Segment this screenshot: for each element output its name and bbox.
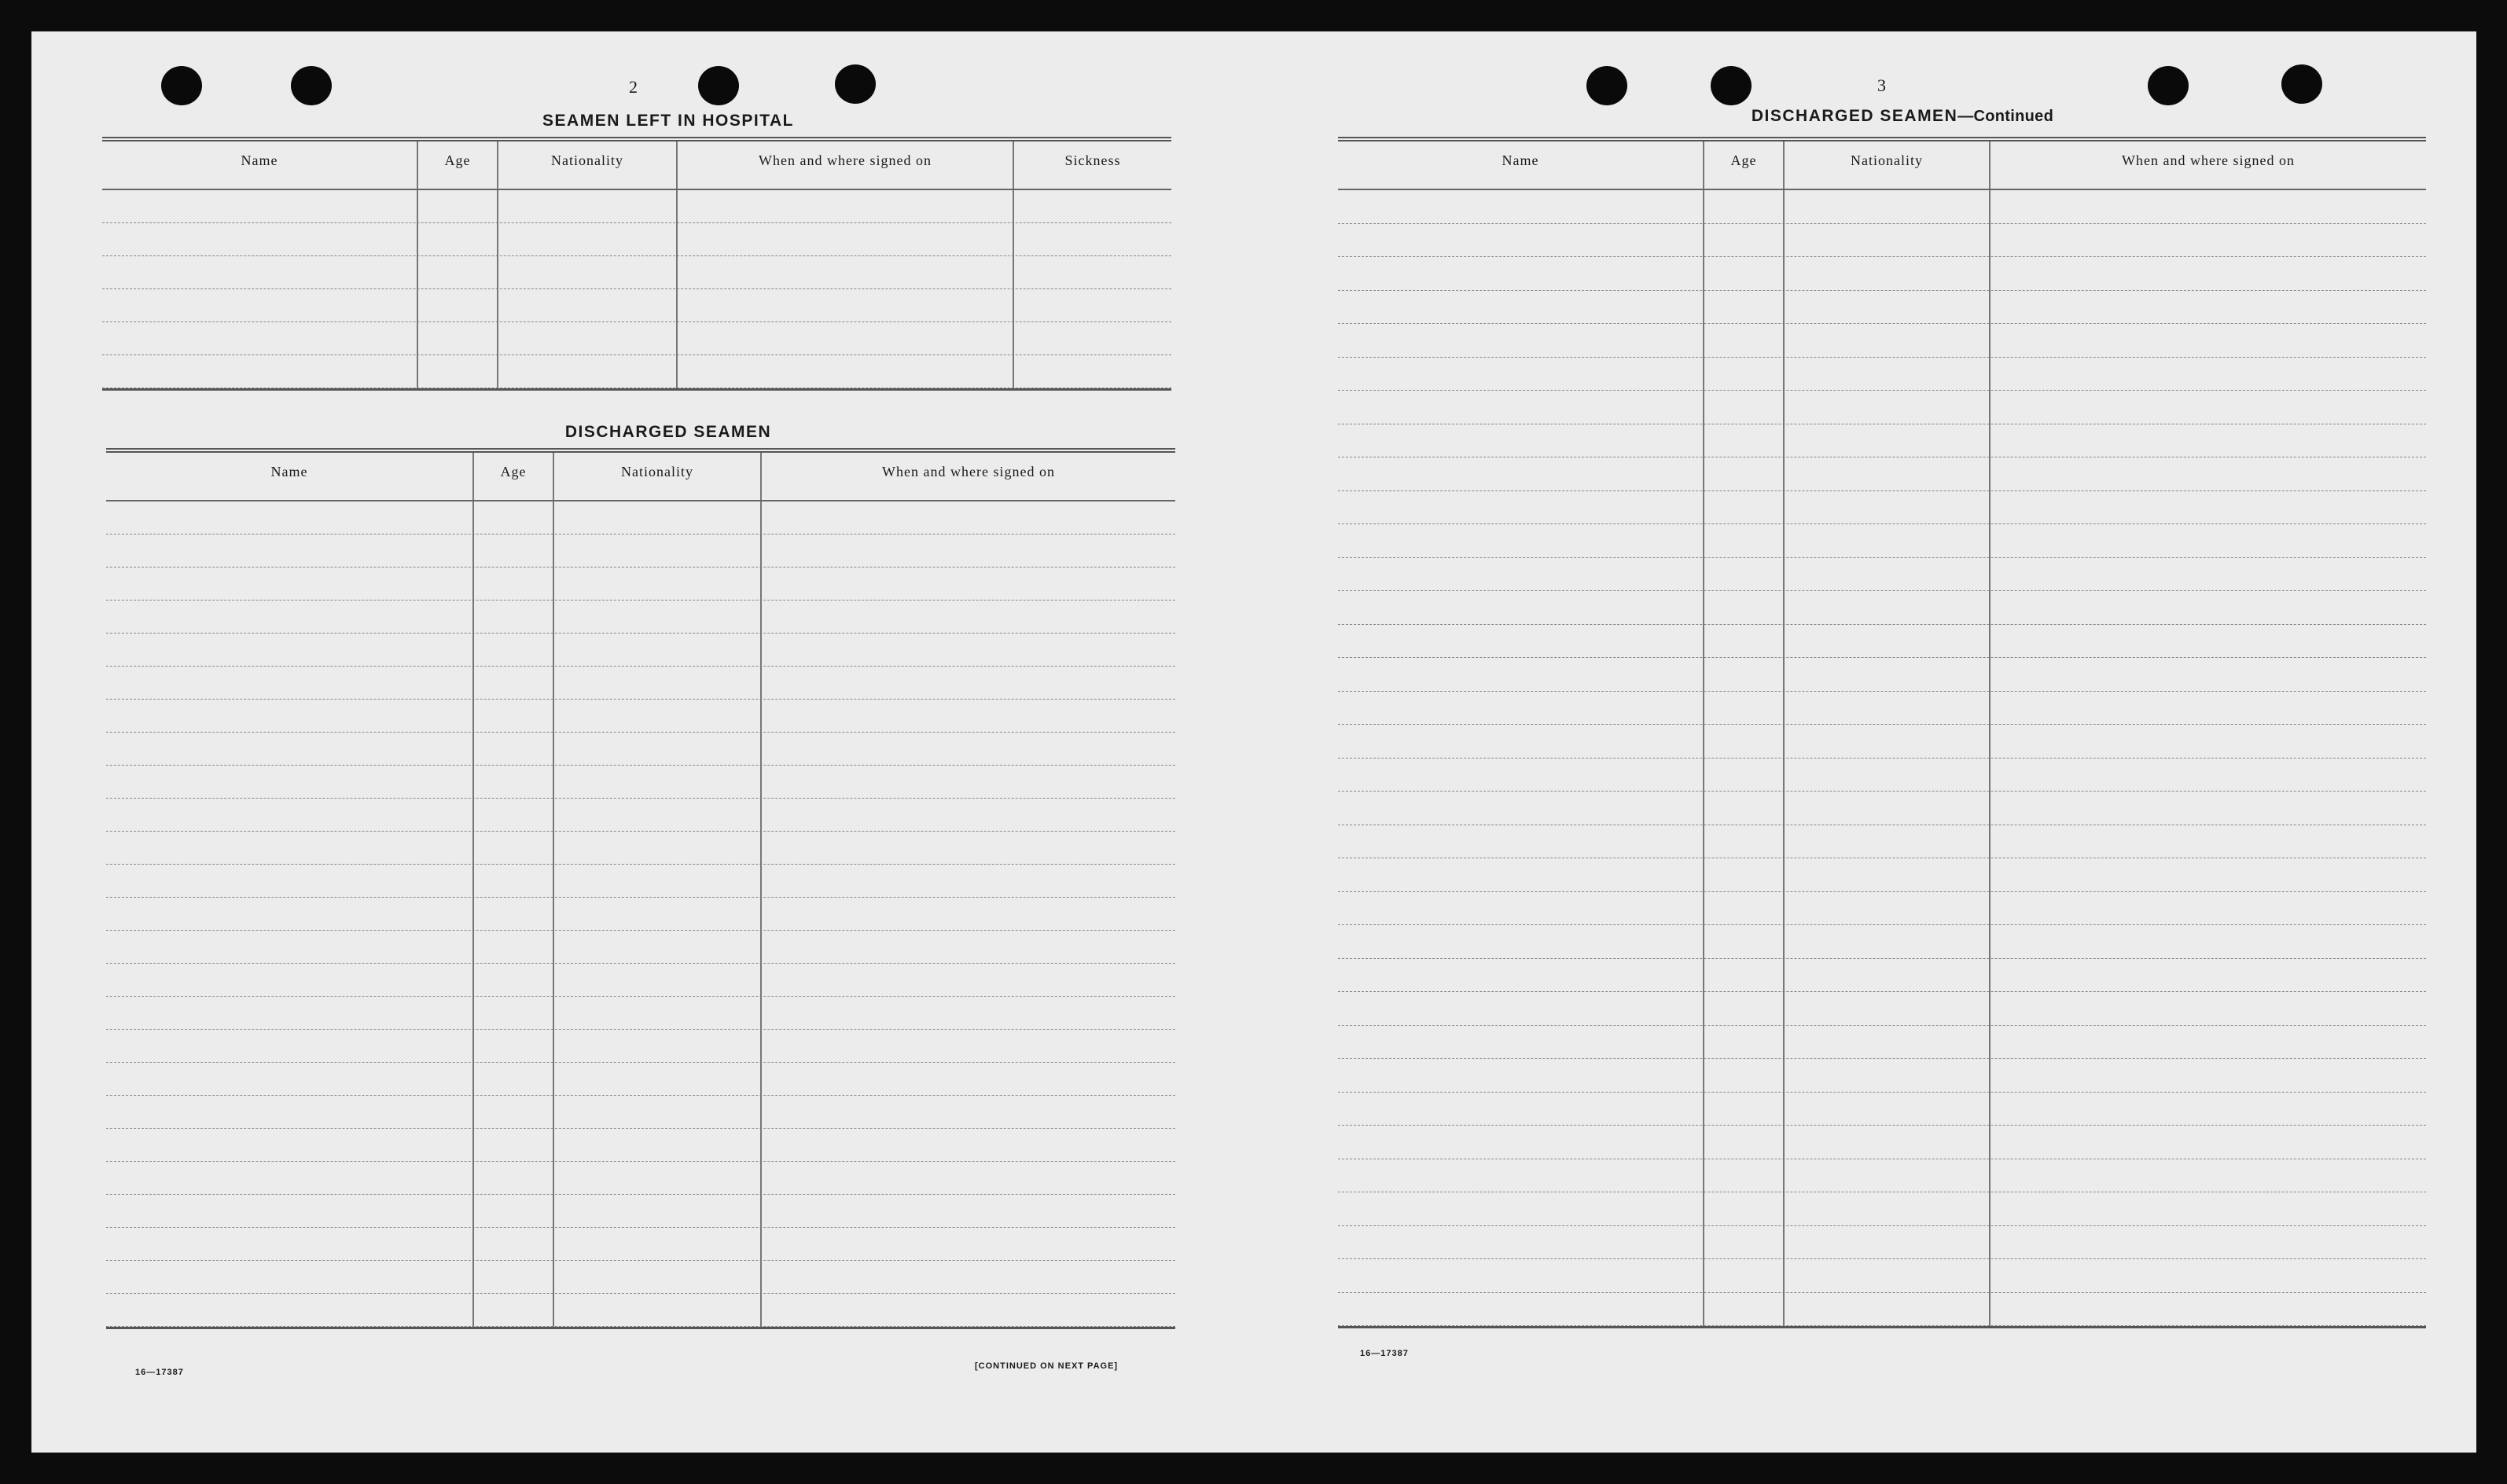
- continued-col-name: Name: [1502, 152, 1539, 168]
- discharged-table-header: [106, 453, 1175, 501]
- discharged-table: [106, 448, 1175, 1329]
- hospital-section-title: SEAMEN LEFT IN HOSPITAL: [542, 112, 794, 130]
- discharged-col-signed-on: When and where signed on: [882, 464, 1055, 479]
- punch-hole: [291, 66, 332, 105]
- table-row: [106, 766, 1175, 799]
- table-row: [1338, 190, 2426, 224]
- table-row: [1338, 625, 2426, 659]
- table-row: [1338, 725, 2426, 759]
- hospital-table-body: [102, 190, 1171, 388]
- table-row: [1338, 491, 2426, 525]
- table-row: [1338, 391, 2426, 424]
- table-row: [106, 534, 1175, 568]
- hospital-col-name: Name: [241, 152, 278, 168]
- punch-hole: [698, 66, 739, 105]
- table-row: [1338, 759, 2426, 792]
- table-row: [102, 355, 1171, 388]
- continued-col-age: Age: [1730, 152, 1757, 168]
- table-row: [106, 1195, 1175, 1228]
- hospital-col-age: Age: [444, 152, 471, 168]
- table-row: [1338, 1059, 2426, 1093]
- table-row: [1338, 224, 2426, 258]
- table-row: [1338, 358, 2426, 391]
- hospital-col-nationality: Nationality: [551, 152, 623, 168]
- table-row: [1338, 1126, 2426, 1159]
- table-row: [1338, 658, 2426, 692]
- discharged-continued-table: [1338, 137, 2426, 1328]
- table-row: [106, 1063, 1175, 1096]
- table-row: [106, 931, 1175, 964]
- table-row: [1338, 1192, 2426, 1226]
- left-page-number: 2: [629, 77, 638, 97]
- table-row: [1338, 858, 2426, 892]
- punch-hole: [1586, 66, 1627, 105]
- hospital-col-sickness: Sickness: [1064, 152, 1121, 168]
- table-row: [1338, 825, 2426, 859]
- continued-table-body: [1338, 190, 2426, 1326]
- table-row: [1338, 992, 2426, 1026]
- table-row: [106, 568, 1175, 601]
- table-row: [1338, 324, 2426, 358]
- hospital-col-signed-on: When and where signed on: [759, 152, 932, 168]
- right-title-suffix: —Continued: [1957, 108, 2054, 125]
- table-row: [1338, 257, 2426, 291]
- table-row: [106, 964, 1175, 997]
- discharged-col-age: Age: [500, 464, 527, 479]
- table-row: [106, 997, 1175, 1030]
- continued-col-signed-on: When and where signed on: [2122, 152, 2295, 168]
- discharged-table-body: [106, 501, 1175, 1327]
- document-page: [31, 31, 2476, 1453]
- table-row: [106, 1129, 1175, 1162]
- continued-col-nationality: Nationality: [1851, 152, 1923, 168]
- table-row: [106, 832, 1175, 865]
- table-row: [1338, 457, 2426, 491]
- table-row: [106, 634, 1175, 667]
- punch-hole: [1711, 66, 1752, 105]
- table-row: [106, 1096, 1175, 1129]
- table-row: [1338, 892, 2426, 926]
- table-row: [1338, 1159, 2426, 1193]
- right-form-number: 16—17387: [1360, 1349, 1409, 1358]
- right-page-number: 3: [1877, 75, 1886, 95]
- table-row: [1338, 692, 2426, 725]
- discharged-col-nationality: Nationality: [621, 464, 693, 479]
- table-row: [1338, 291, 2426, 325]
- continued-note: [CONTINUED ON NEXT PAGE]: [975, 1361, 1119, 1371]
- punch-hole: [161, 66, 202, 105]
- table-row: [106, 601, 1175, 634]
- punch-hole: [2148, 66, 2189, 105]
- left-form-number: 16—17387: [135, 1368, 184, 1377]
- table-row: [102, 256, 1171, 289]
- table-row: [1338, 1259, 2426, 1293]
- table-row: [106, 1030, 1175, 1063]
- table-row: [106, 733, 1175, 766]
- right-section-title: [1627, 107, 2178, 126]
- table-row: [1338, 558, 2426, 592]
- table-row: [1338, 925, 2426, 959]
- table-row: [102, 223, 1171, 256]
- hospital-table: [102, 137, 1171, 391]
- right-title-main: DISCHARGED SEAMEN: [1751, 107, 1958, 125]
- table-row: [102, 190, 1171, 223]
- table-row: [106, 1162, 1175, 1195]
- hospital-table-header: [102, 141, 1171, 190]
- punch-hole: [2281, 64, 2322, 104]
- table-row: [106, 1294, 1175, 1327]
- table-row: [102, 322, 1171, 355]
- punch-hole: [835, 64, 876, 104]
- table-row: [106, 667, 1175, 700]
- discharged-col-name: Name: [270, 464, 308, 479]
- table-row: [1338, 1026, 2426, 1060]
- discharged-section-title: DISCHARGED SEAMEN: [564, 423, 772, 441]
- table-row: [1338, 1293, 2426, 1327]
- table-row: [1338, 1226, 2426, 1260]
- table-row: [102, 289, 1171, 322]
- table-row: [106, 865, 1175, 898]
- table-row: [1338, 424, 2426, 458]
- table-row: [106, 898, 1175, 931]
- table-row: [106, 1228, 1175, 1261]
- table-row: [106, 501, 1175, 534]
- table-row: [106, 799, 1175, 832]
- table-row: [1338, 1093, 2426, 1126]
- table-row: [1338, 591, 2426, 625]
- table-row: [106, 700, 1175, 733]
- table-row: [1338, 524, 2426, 558]
- table-row: [106, 1261, 1175, 1294]
- table-row: [1338, 792, 2426, 825]
- table-row: [1338, 959, 2426, 993]
- continued-table-header: [1338, 141, 2426, 190]
